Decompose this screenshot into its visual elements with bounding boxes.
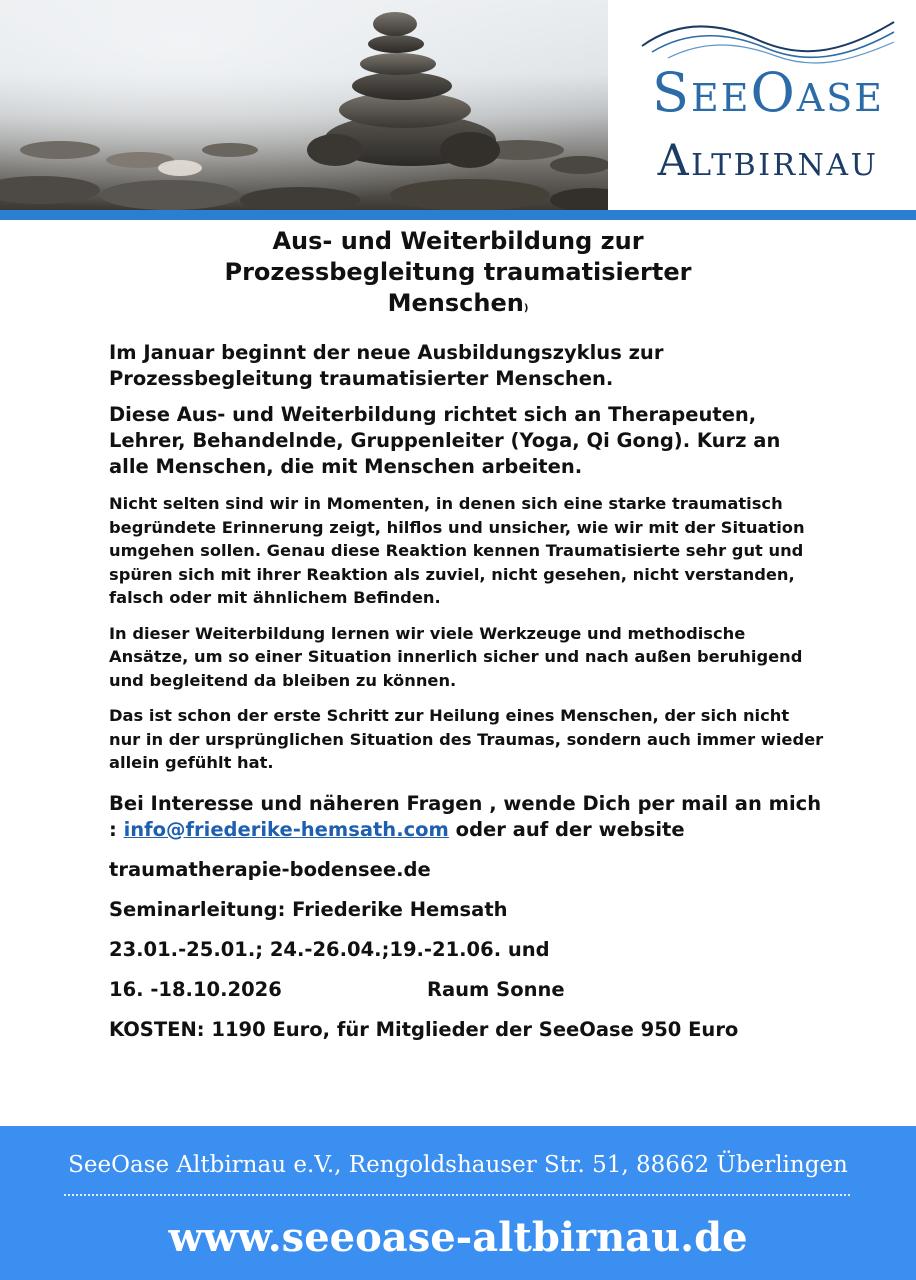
footer-divider <box>64 1194 850 1196</box>
healing-paragraph: Das ist schon der erste Schritt zur Heilung eines Menschen, der sich nicht nur in der ursprünglichen Situation des Traumas, sondern auch immer wieder allein gefühlt hat. <box>109 706 824 772</box>
seminar-leader: Seminarleitung: Friederike Hemsath <box>109 897 508 921</box>
dates-last: 16. -18.10.2026 <box>109 977 282 1001</box>
footer-website[interactable]: www.seeoase-altbirnau.de <box>168 1214 748 1261</box>
title-line: Prozessbegleitung traumatisierter <box>224 258 692 286</box>
contact-intro: Bei Interesse und näheren Fragen , wende Dich per mail an mich : <box>109 791 822 841</box>
situation-paragraph: Nicht selten sind wir in Momenten, in denen sich eine starke traumatisch begründete Erinnerung zeigt, hilflos und unsicher, wie wir mit der Situation umgehen sollen. Genau diese Reaktion kennen Traumatisierte sehr gut und spüren sich mit ihrer Reaktion als zuviel, nicht gesehen, nicht verstanden, falsch oder mit ähnlichem Befinden. <box>109 494 805 607</box>
method-paragraph: In dieser Weiterbildung lernen wir viele Werkzeuge und methodische Ansätze, um so einer Situation innerlich sicher und nach außen beruhigend und begleitend da bleiben zu können. <box>109 623 803 690</box>
intro-paragraph: Im Januar beginnt der neue Ausbildungszyklus zur Prozessbegleitung traumatisierter Menschen. <box>109 341 664 390</box>
logo-title: SeeOase <box>652 61 884 124</box>
dates-line: 23.01.-25.01.; 24.-26.04.;19.-21.06. und <box>109 937 550 961</box>
website-text: traumatherapie-bodensee.de <box>109 857 431 881</box>
stone-stack-illustration <box>0 0 608 210</box>
contact-paragraph <box>109 791 825 843</box>
dates-room-line <box>109 977 825 1003</box>
email-link[interactable]: info@friederike-hemsath.com <box>123 817 449 841</box>
footer-address: SeeOase Altbirnau e.V., Rengoldshauser Str. 51, 88662 Überlingen <box>68 1152 848 1178</box>
title-word: Menschen <box>387 289 524 317</box>
waves-icon <box>638 10 898 66</box>
costs-line: KOSTEN: 1190 Euro, für Mitglieder der SeeOase 950 Euro <box>109 1017 739 1041</box>
title-line: Aus- und Weiterbildung zur <box>272 227 644 255</box>
title-suffix: ) <box>523 303 529 314</box>
logo-subtitle: Altbirnau <box>657 136 879 186</box>
footer <box>0 1126 916 1280</box>
audience-paragraph: Diese Aus- und Weiterbildung richtet sich an Therapeuten, Lehrer, Behandelnde, Gruppenleiter (Yoga, Qi Gong). Kurz an alle Menschen, die mit Menschen arbeiten. <box>109 403 781 478</box>
contact-outro: oder auf der website <box>448 817 685 841</box>
header-photo <box>0 0 608 210</box>
header-accent-bar <box>0 210 916 220</box>
logo <box>608 0 916 210</box>
title-line <box>150 288 766 324</box>
page-title <box>150 226 766 324</box>
room-name: Raum Sonne <box>427 977 565 1001</box>
main-content <box>109 340 825 1043</box>
